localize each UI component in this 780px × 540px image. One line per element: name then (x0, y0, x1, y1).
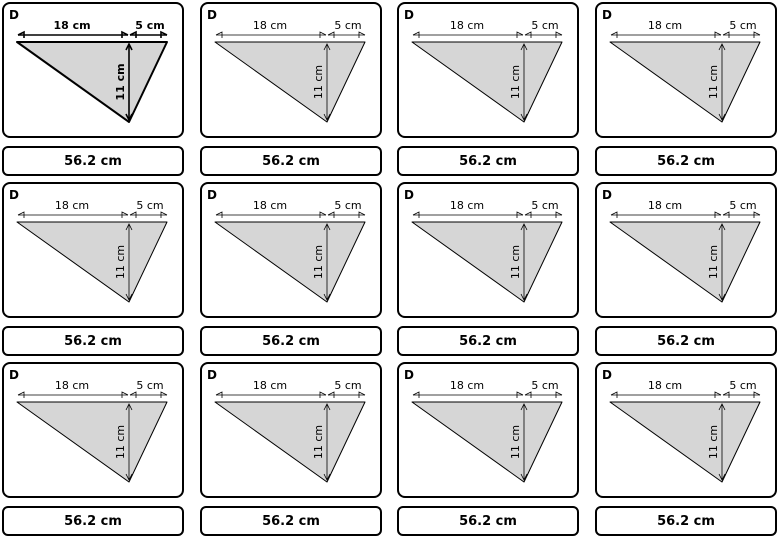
card-letter: D (9, 368, 19, 382)
height-label: 11 cm (312, 64, 325, 100)
answer-box: 56.2 cm (397, 146, 579, 176)
card-letter: D (404, 188, 414, 202)
overhang-label: 5 cm (531, 19, 559, 32)
height-label: 11 cm (707, 424, 720, 460)
triangle-card (2, 2, 184, 138)
answer-box: 56.2 cm (595, 506, 777, 536)
overhang-label: 5 cm (531, 379, 559, 392)
answer-box: 56.2 cm (2, 506, 184, 536)
triangle-figure (399, 184, 577, 316)
answer-box: 56.2 cm (200, 506, 382, 536)
triangle-shape (610, 222, 760, 302)
card-letter: D (207, 368, 217, 382)
base-label: 18 cm (53, 19, 91, 32)
card-letter: D (602, 188, 612, 202)
triangle-figure (4, 364, 182, 496)
answer-box: 56.2 cm (595, 146, 777, 176)
triangle-shape (17, 42, 167, 122)
triangle-figure (399, 364, 577, 496)
base-label: 18 cm (54, 199, 90, 212)
answer-box: 56.2 cm (2, 146, 184, 176)
overhang-label: 5 cm (135, 19, 165, 32)
height-label: 11 cm (312, 244, 325, 280)
triangle-figure (202, 184, 380, 316)
card-letter: D (602, 8, 612, 22)
card-letter: D (404, 368, 414, 382)
base-label: 18 cm (54, 379, 90, 392)
overhang-label: 5 cm (729, 199, 757, 212)
card-letter: D (9, 188, 19, 202)
overhang-label: 5 cm (334, 19, 362, 32)
triangle-shape (215, 42, 365, 122)
card-letter: D (207, 188, 217, 202)
base-label: 18 cm (252, 19, 288, 32)
base-label: 18 cm (647, 19, 683, 32)
triangle-shape (17, 222, 167, 302)
base-label: 18 cm (449, 19, 485, 32)
triangle-figure (4, 184, 182, 316)
answer-box: 56.2 cm (200, 146, 382, 176)
triangle-shape (412, 222, 562, 302)
triangle-figure (4, 4, 182, 136)
triangle-figure (597, 184, 775, 316)
triangle-card (397, 2, 579, 138)
triangle-card (2, 182, 184, 318)
base-label: 18 cm (647, 379, 683, 392)
triangle-card (595, 182, 777, 318)
card-letter: D (602, 368, 612, 382)
overhang-label: 5 cm (729, 19, 757, 32)
triangle-figure (202, 4, 380, 136)
card-letter: D (404, 8, 414, 22)
answer-box: 56.2 cm (595, 326, 777, 356)
triangle-shape (215, 222, 365, 302)
overhang-label: 5 cm (136, 379, 164, 392)
triangle-figure (597, 364, 775, 496)
base-label: 18 cm (647, 199, 683, 212)
card-letter: D (9, 8, 19, 22)
triangle-figure (597, 4, 775, 136)
height-label: 11 cm (707, 244, 720, 280)
height-label: 11 cm (707, 64, 720, 100)
triangle-figure (202, 364, 380, 496)
height-label: 11 cm (509, 424, 522, 460)
triangle-card (200, 182, 382, 318)
height-label: 11 cm (509, 64, 522, 100)
overhang-label: 5 cm (531, 199, 559, 212)
triangle-card (595, 362, 777, 498)
overhang-label: 5 cm (729, 379, 757, 392)
answer-box: 56.2 cm (200, 326, 382, 356)
triangle-shape (215, 402, 365, 482)
answer-box: 56.2 cm (397, 506, 579, 536)
triangle-card (397, 182, 579, 318)
height-label: 11 cm (509, 244, 522, 280)
height-label: 11 cm (114, 63, 127, 101)
triangle-card (200, 362, 382, 498)
height-label: 11 cm (114, 244, 127, 280)
base-label: 18 cm (449, 379, 485, 392)
triangle-shape (17, 402, 167, 482)
triangle-shape (610, 402, 760, 482)
base-label: 18 cm (252, 379, 288, 392)
answer-box: 56.2 cm (397, 326, 579, 356)
overhang-label: 5 cm (136, 199, 164, 212)
answer-box: 56.2 cm (2, 326, 184, 356)
height-label: 11 cm (114, 424, 127, 460)
triangle-shape (610, 42, 760, 122)
overhang-label: 5 cm (334, 379, 362, 392)
triangle-card (397, 362, 579, 498)
card-letter: D (207, 8, 217, 22)
triangle-shape (412, 402, 562, 482)
height-label: 11 cm (312, 424, 325, 460)
base-label: 18 cm (252, 199, 288, 212)
triangle-card (200, 2, 382, 138)
triangle-shape (412, 42, 562, 122)
triangle-card (2, 362, 184, 498)
triangle-figure (399, 4, 577, 136)
base-label: 18 cm (449, 199, 485, 212)
overhang-label: 5 cm (334, 199, 362, 212)
triangle-card (595, 2, 777, 138)
